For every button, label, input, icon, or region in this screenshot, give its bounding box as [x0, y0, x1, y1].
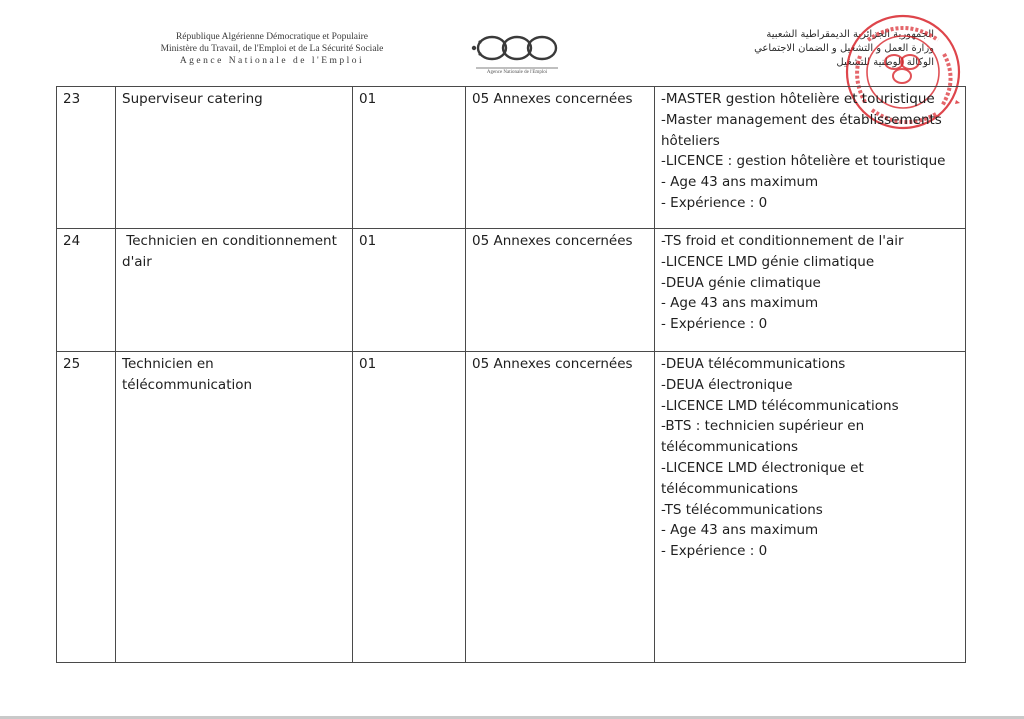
requirement-line: -LICENCE LMD électronique et: [661, 459, 864, 476]
requirement-line: - Age 43 ans maximum: [661, 522, 819, 539]
job-offers-table: [56, 86, 966, 663]
letterhead-line-ministry: Ministère du Travail, de l'Emploi et de La Sécurité Sociale: [160, 44, 384, 54]
requirement-line: -DEUA télécommunications: [661, 356, 846, 372]
requirement-line: -MASTER gestion hôtelière et touristique: [661, 91, 935, 107]
requirement-line: -TS télécommunications: [661, 501, 823, 518]
letterhead-line-republic: République Algérienne Démocratique et Populaire: [175, 32, 369, 42]
requirement-line: télécommunications: [661, 439, 799, 456]
row-number: 24: [57, 229, 116, 352]
requirement-line: - Age 43 ans maximum: [661, 174, 819, 191]
requirement-line: -BTS : technicien supérieur en: [661, 418, 865, 435]
location: 05 Annexes concernées: [466, 229, 655, 352]
requirement-line: -LICENCE LMD télécommunications: [661, 397, 899, 414]
row-number: 23: [57, 87, 116, 229]
job-offers-table-wrapper: [56, 86, 966, 663]
positions-count: 01: [353, 229, 466, 352]
positions-count: 01: [353, 352, 466, 663]
document-header: [0, 0, 1024, 88]
requirements: [655, 352, 966, 663]
location: 05 Annexes concernées: [466, 352, 655, 663]
requirement-line: -LICENCE LMD génie climatique: [661, 253, 875, 270]
table-row: [57, 229, 966, 352]
requirement-line: -Master management des établissements: [661, 111, 942, 128]
positions-count: 01: [353, 87, 466, 229]
row-number: 25: [57, 352, 116, 663]
arabic-line-ministry: وزارة العمل و التشغيل و الضمان الاجتماعي: [754, 43, 934, 54]
location: 05 Annexes concernées: [466, 87, 655, 229]
french-letterhead: [112, 31, 432, 67]
requirement-line: -DEUA électronique: [661, 376, 793, 393]
requirement-line: -TS froid et conditionnement de l'air: [661, 233, 904, 249]
letterhead-line-agency: Agence Nationale de l'Emploi: [179, 56, 365, 66]
requirements: [655, 87, 966, 229]
table-row: [57, 87, 966, 229]
requirement-line: - Expérience : 0: [661, 316, 768, 333]
job-title: Technicien en conditionnement d'air: [116, 229, 353, 352]
arabic-line-republic: الجمهورية الجزائرية الديمقراطية الشعبية: [766, 29, 934, 40]
requirement-line: - Expérience : 0: [661, 543, 768, 560]
arabic-line-agency: الوكالة الوطنية للتشغيل: [836, 57, 934, 68]
logo-caption: Agence Nationale de l'Emploi: [486, 70, 548, 75]
requirement-line: - Expérience : 0: [661, 194, 768, 211]
requirement-line: hôteliers: [661, 132, 720, 149]
job-title: Technicien en télécommunication: [116, 352, 353, 663]
requirements: [655, 229, 966, 352]
table-row: [57, 352, 966, 663]
requirement-line: télécommunications: [661, 480, 799, 497]
requirement-line: - Age 43 ans maximum: [661, 295, 819, 312]
requirement-line: -LICENCE : gestion hôtelière et touristique: [661, 153, 946, 170]
requirement-line: -DEUA génie climatique: [661, 274, 821, 291]
job-title: Superviseur catering: [116, 87, 353, 229]
